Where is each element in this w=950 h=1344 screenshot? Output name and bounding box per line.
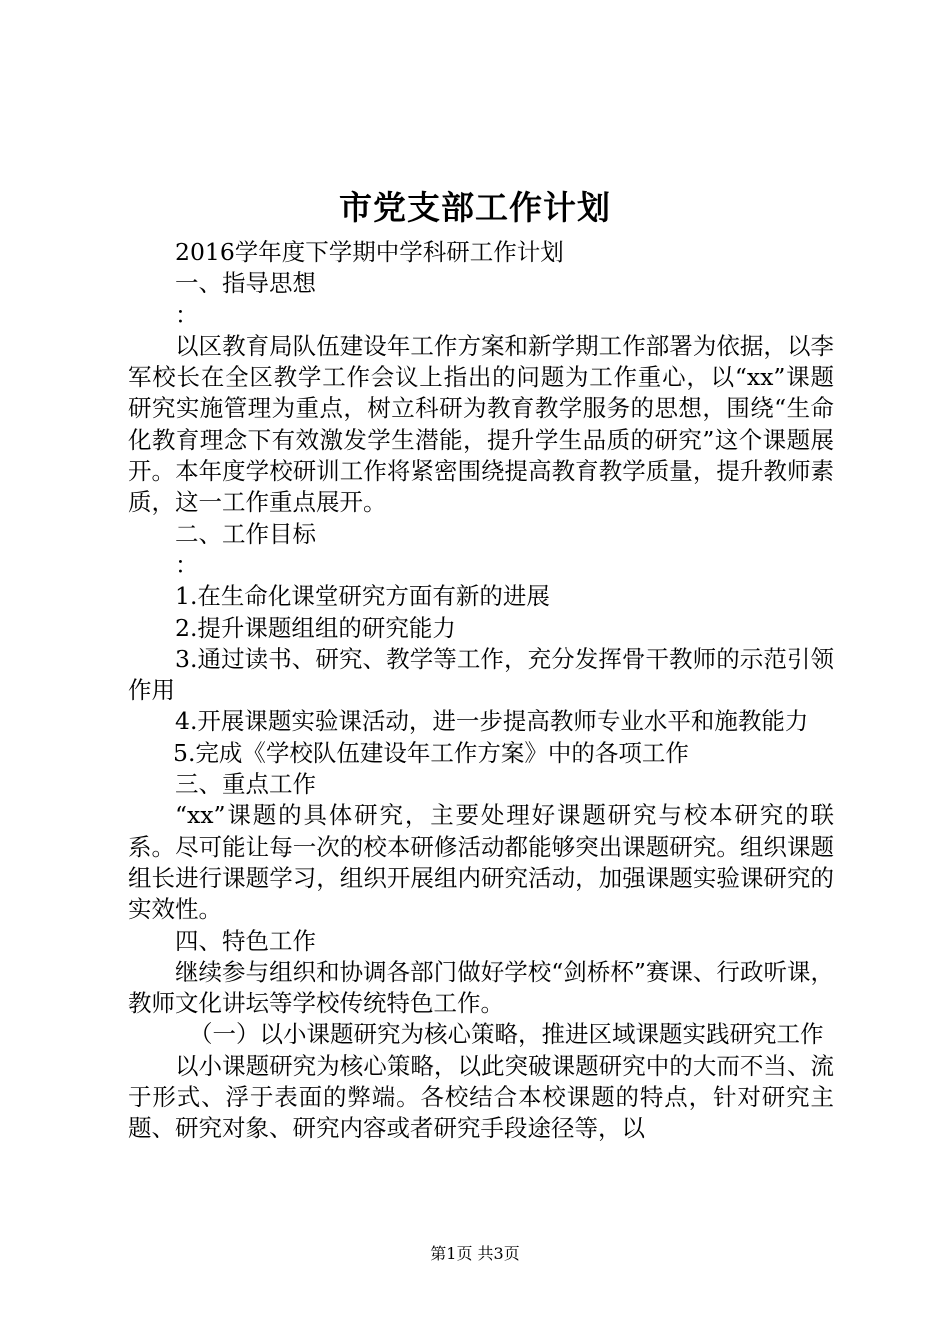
paragraph-key-work: “xx”课题的具体研究，主要处理好课题研究与校本研究的联系。尽可能让每一次的校本研修活动都能够突出课题研究。组织课题组长进行课题学习，组织开展组内研究活动，加强课题实验课研究的实效性。 <box>128 801 834 924</box>
section-heading-key-work: 三、重点工作 <box>175 770 316 799</box>
goal-item-4: 4.开展课题实验课活动，进一步提高教师专业水平和施教能力 <box>175 707 809 736</box>
section-heading-work-goals: 二、工作目标 <box>175 519 316 548</box>
goal-item-1: 1.在生命化课堂研究方面有新的进展 <box>175 582 550 611</box>
goal-item-5: 5.完成《学校队伍建设年工作方案》中的各项工作 <box>173 738 689 767</box>
paragraph-subsection-1: 以小课题研究为核心策略，以此突破课题研究中的大而不当、流于形式、浮于表面的弊端。各校结合本校课题的特点，针对研究主题、研究对象、研究内容或者研究手段途径等，以 <box>128 1051 834 1143</box>
goal-item-2: 2.提升课题组组的研究能力 <box>175 613 456 642</box>
goal-item-3: 3.通过读书、研究、教学等工作，充分发挥骨干教师的示范引领作用 <box>128 644 834 705</box>
document-body <box>128 237 834 1145</box>
subsection-heading-1: （一）以小课题研究为核心策略，推进区域课题实践研究工作 <box>189 1020 824 1049</box>
page-footer: 第1页 共3页 <box>430 1244 520 1263</box>
section-colon: ： <box>175 550 199 579</box>
document-subtitle: 2016学年度下学期中学科研工作计划 <box>175 238 564 266</box>
section-heading-featured-work: 四、特色工作 <box>175 926 316 955</box>
section-heading-guiding-thought: 一、指导思想 <box>175 269 316 298</box>
paragraph-guiding-thought: 以区教育局队伍建设年工作方案和新学期工作部署为依据，以李军校长在全区教学工作会议上指出的问题为工作重心，以“xx”课题研究实施管理为重点，树立科研为教育教学服务的思想，围绕“生命化教育理念下有效激发学生潜能，提升学生品质的研究”这个课题展开。本年度学校研训工作将紧密围绕提高教育教学质量，提升教师素质，这一工作重点展开。 <box>128 331 834 517</box>
document-title: 市党支部工作计划 <box>339 188 611 227</box>
section-colon: ： <box>175 300 199 329</box>
paragraph-featured-work: 继续参与组织和协调各部门做好学校“剑桥杯”赛课、行政听课，教师文化讲坛等学校传统特色工作。 <box>128 957 834 1018</box>
